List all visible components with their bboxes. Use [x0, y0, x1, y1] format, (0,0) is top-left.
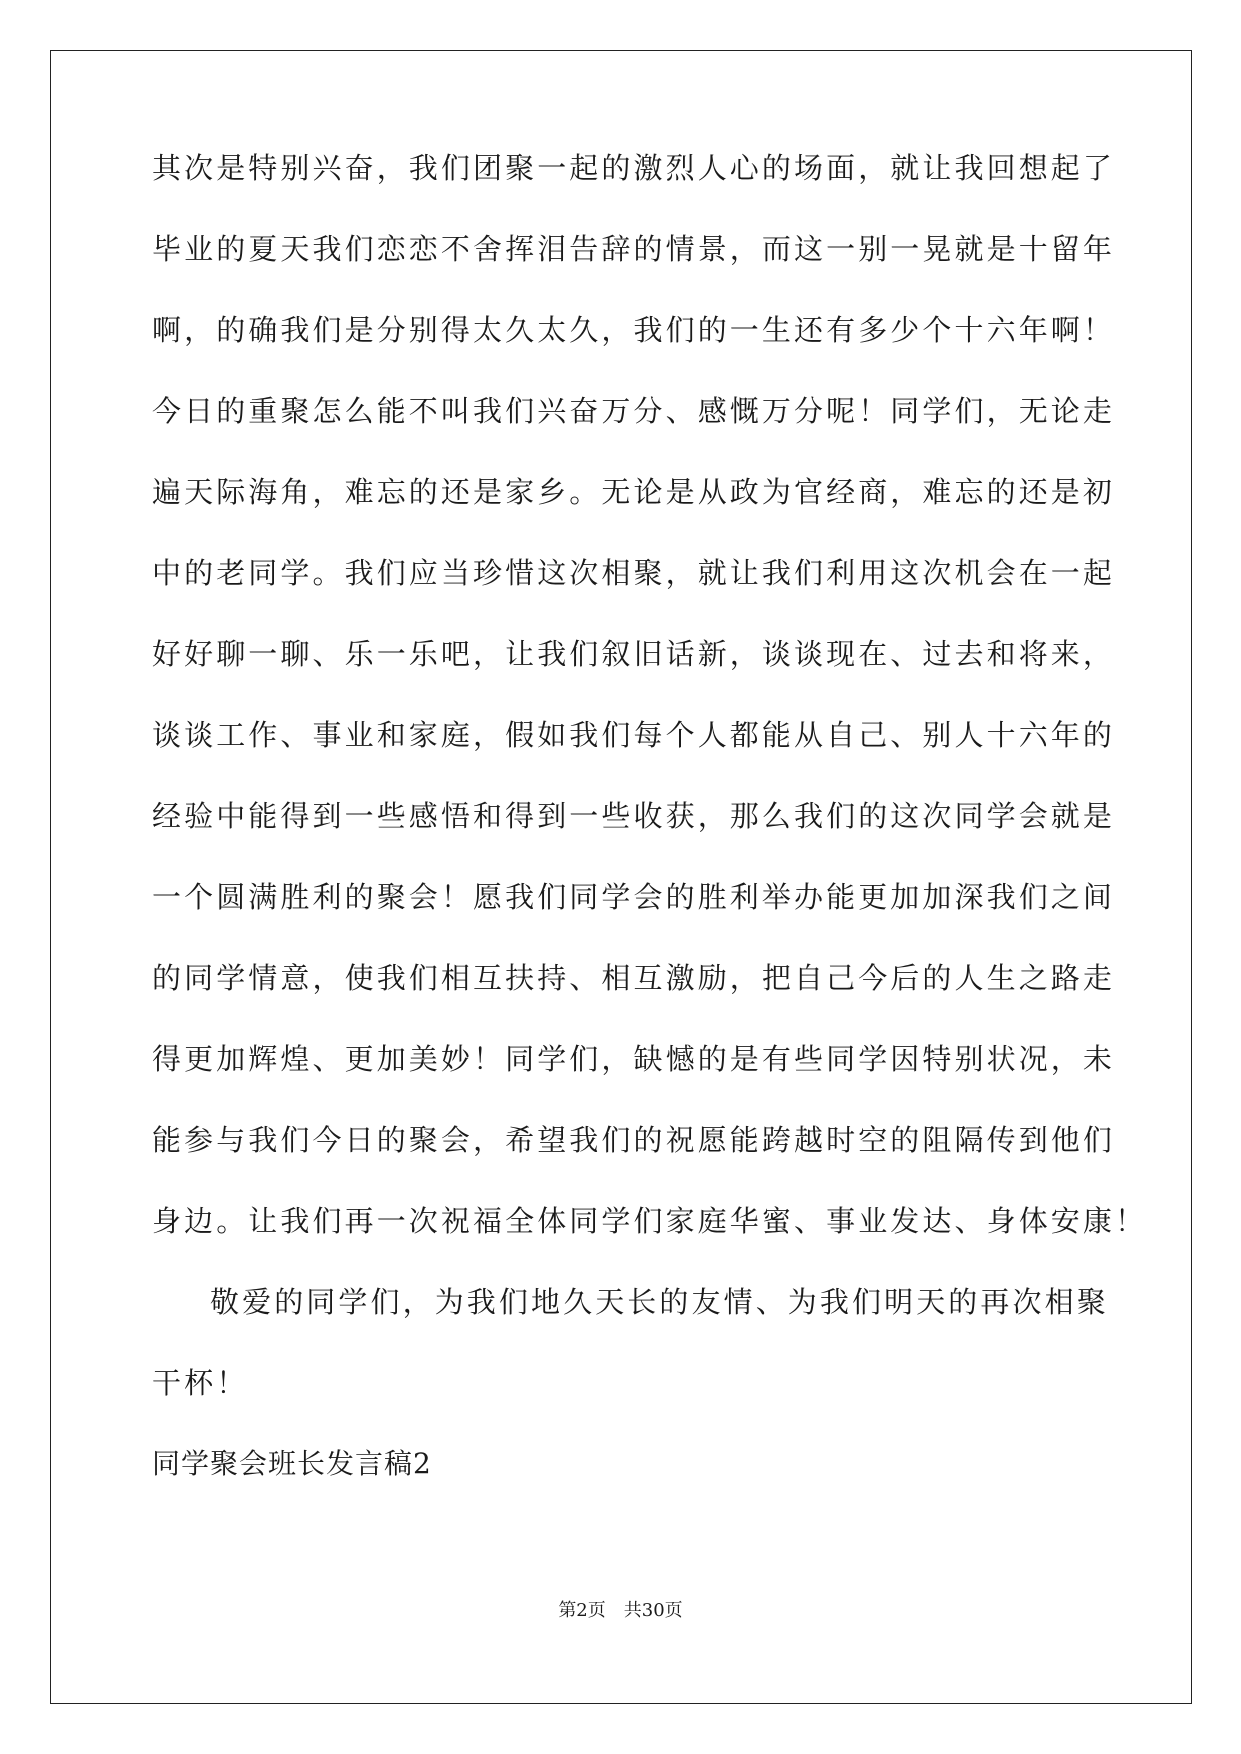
- paragraph-line: 干杯！: [152, 1366, 249, 1400]
- paragraph-line: 身边。让我们再一次祝福全体同学们家庭华蜜、事业发达、身体安康！: [152, 1204, 1148, 1238]
- paragraph-line: 遍天际海角，难忘的还是家乡。无论是从政为官经商，难忘的还是初: [152, 475, 1116, 509]
- paragraph-line: 一个圆满胜利的聚会！愿我们同学会的胜利举办能更加加深我们之间: [152, 880, 1116, 914]
- paragraph-line: 谈谈工作、事业和家庭，假如我们每个人都能从自己、别人十六年的: [152, 718, 1116, 752]
- paragraph-line: 敬爱的同学们，为我们地久天长的友情、为我们明天的再次相聚: [210, 1285, 1109, 1319]
- paragraph-line: 能参与我们今日的聚会，希望我们的祝愿能跨越时空的阻隔传到他们: [152, 1123, 1116, 1157]
- paragraph-line: 毕业的夏天我们恋恋不舍挥泪告辞的情景，而这一别一晃就是十留年: [152, 232, 1116, 266]
- paragraph-line: 经验中能得到一些感悟和得到一些收获，那么我们的这次同学会就是: [152, 799, 1116, 833]
- paragraph-line: 其次是特别兴奋，我们团聚一起的激烈人心的场面，就让我回想起了: [152, 151, 1116, 185]
- paragraph-line: 的同学情意，使我们相互扶持、相互激励，把自己今后的人生之路走: [152, 961, 1116, 995]
- document-body: [152, 148, 1148, 1525]
- paragraph-line: 啊，的确我们是分别得太久太久，我们的一生还有多少个十六年啊！: [152, 313, 1116, 347]
- paragraph-line: 今日的重聚怎么能不叫我们兴奋万分、感慨万分呢！同学们，无论走: [152, 394, 1116, 428]
- section-heading: 同学聚会班长发言稿2: [152, 1447, 432, 1480]
- page-number-footer: 第2页 共30页: [558, 1600, 683, 1621]
- paragraph-line: 得更加辉煌、更加美妙！同学们，缺憾的是有些同学因特别状况，未: [152, 1042, 1116, 1076]
- paragraph-line: 好好聊一聊、乐一乐吧，让我们叙旧话新，谈谈现在、过去和将来，: [152, 637, 1116, 671]
- paragraph-line: 中的老同学。我们应当珍惜这次相聚，就让我们利用这次机会在一起: [152, 556, 1116, 590]
